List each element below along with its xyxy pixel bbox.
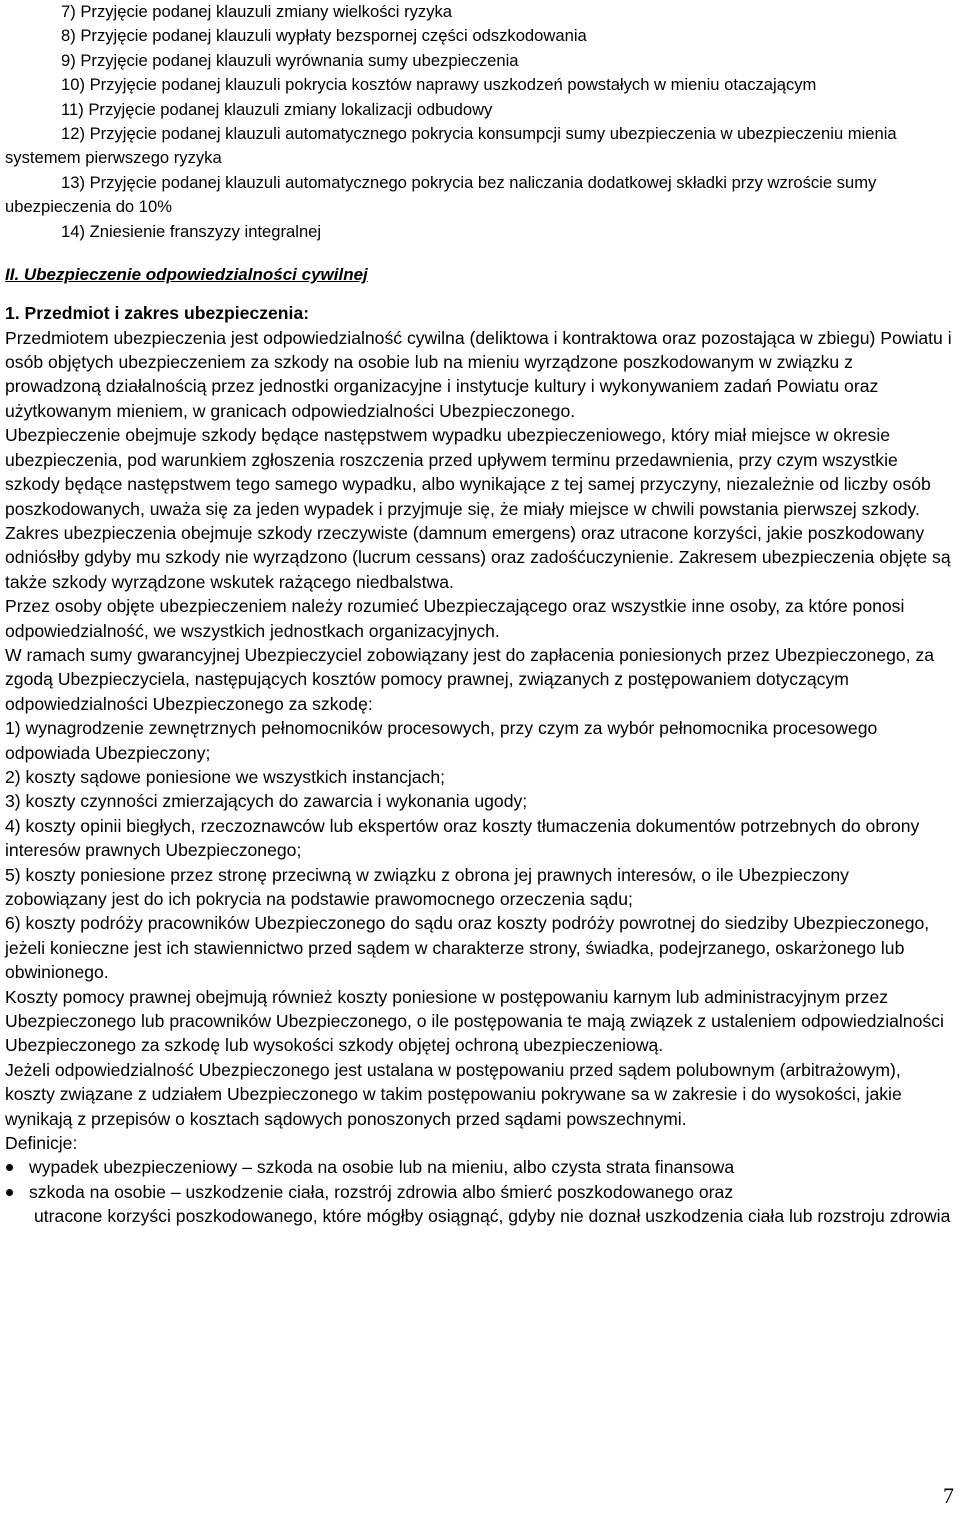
definition-continuation: utracone korzyści poszkodowanego, które mógłby osiągnąć, gdyby nie doznał uszkodzenia ciała lub rozstroju zdrowia: [34, 1206, 951, 1227]
clause-item: 11) Przyjęcie podanej klauzuli zmiany lokalizacji odbudowy: [61, 99, 493, 119]
clause-item: 10) Przyjęcie podanej klauzuli pokrycia kosztów naprawy uszkodzeń powstałych w mieniu otaczającym: [61, 75, 817, 95]
definition-item: [5, 1155, 953, 1179]
clause-item: 8) Przyjęcie podanej klauzuli wypłaty bezspornej części odszkodowania: [61, 26, 587, 46]
clause-item: 12) Przyjęcie podanej klauzuli automatycznego pokrycia konsumpcji sumy ubezpieczenia w ubezpieczeniu mienia systemem pierwszego ryzyka: [5, 124, 897, 168]
body-text: [5, 326, 953, 1156]
document-page: [5, 0, 953, 1229]
definition-item: [5, 1180, 953, 1204]
clause-list: [5, 0, 953, 244]
cost-item: 6) koszty podróży pracowników Ubezpieczonego do sądu oraz koszty podróży powrotnej do siedziby Ubezpieczonego, jeżeli konieczne jest ich stawiennictwo przed sądem w charakterze strony, świadka, podejrzanego, oskarżonego lub obwinionego.: [5, 913, 930, 983]
clause-item: 14) Zniesienie franszyzy integralnej: [61, 221, 322, 241]
paragraph: Przedmiotem ubezpieczenia jest odpowiedzialność cywilna (deliktowa i kontraktowa oraz pozostająca w zbiegu) Powiatu i osób objętych ubezpieczeniem za szkody na osobie lub na mieniu wyrządzone poszkodowanym w związku z prowadzoną działalnością przez jednostki organizacyjne i instytucje kultury i wykonywaniem zadań Powiatu oraz użytkowanym mieniem, w granicach odpowiedzialności Ubezpieczonego.: [5, 327, 952, 421]
cost-item: 2) koszty sądowe poniesione we wszystkich instancjach;: [5, 766, 446, 787]
paragraph: Zakres ubezpieczenia obejmuje szkody rzeczywiste (damnum emergens) oraz utracone korzyści, jakie poszkodowany odniósłby gdyby mu szkody nie wyrządzono (lucrum cessans) oraz zadośćuczynienie. Zakresem ubezpieczenia objęte są także szkody wyrządzone wskutek rażącego niedbalstwa.: [5, 522, 951, 592]
definitions-list: [5, 1155, 953, 1204]
cost-item: 3) koszty czynności zmierzających do zawarcia i wykonania ugody;: [5, 791, 528, 812]
definition-text: wypadek ubezpieczeniowy – szkoda na osobie lub na mieniu, albo czysta strata finansowa: [29, 1157, 735, 1178]
bullet-icon: [6, 1164, 13, 1171]
clause-item: 7) Przyjęcie podanej klauzuli zmiany wielkości ryzyka: [61, 2, 453, 21]
cost-item: 1) wynagrodzenie zewnętrznych pełnomocników procesowych, przy czym za wybór pełnomocnika procesowego odpowiada Ubezpieczony;: [5, 718, 878, 763]
paragraph: Ubezpieczenie obejmuje szkody będące następstwem wypadku ubezpieczeniowego, który miał miejsce w okresie ubezpieczenia, pod warunkiem zgłoszenia roszczenia przed upływem terminu przedawnienia, przy czym wszystkie szkody będące następstwem tego samego wypadku, albo wynikające z tej samej przyczyny, niezależnie od liczby osób poszkodowanych, uważa się za jeden wypadek i przyjmuje się, że miały miejsce w chwili powstania pierwszej szkody.: [5, 425, 931, 519]
clause-item: 13) Przyjęcie podanej klauzuli automatycznego pokrycia bez naliczania dodatkowej składki przy wzroście sumy ubezpieczenia do 10%: [5, 172, 877, 217]
paragraph: Koszty pomocy prawnej obejmują również koszty poniesione w postępowaniu karnym lub administracyjnym przez Ubezpieczonego lub pracowników Ubezpieczonego, o ile postępowania te mają związek z ustaleniem odpowiedzialności Ubezpieczonego za szkodę lub wysokości szkody objętej ochroną ubezpieczeniową.: [5, 986, 944, 1056]
cost-item: 4) koszty opinii biegłych, rzeczoznawców lub ekspertów oraz koszty tłumaczenia dokumentów potrzebnych do obrony interesów prawnych Ubezpieczonego;: [5, 815, 920, 861]
section-heading: II. Ubezpieczenie odpowiedzialności cywilnej: [5, 265, 368, 285]
page-number: 7: [943, 1483, 954, 1508]
subsection-heading: 1. Przedmiot i zakres ubezpieczenia:: [5, 303, 310, 324]
definitions-label: Definicje:: [5, 1133, 78, 1154]
paragraph: Przez osoby objęte ubezpieczeniem należy rozumieć Ubezpieczającego oraz wszystkie inne osoby, za które ponosi odpowiedzialność, we wszystkich jednostkach organizacyjnych.: [5, 596, 905, 641]
definition-text: szkoda na osobie – uszkodzenie ciała, rozstrój zdrowia albo śmierć poszkodowanego oraz: [29, 1181, 734, 1202]
cost-item: 5) koszty poniesione przez stronę przeciwną w związku z obrona jej prawnych interesów, o ile Ubezpieczony zobowiązany jest do ich pokrycia na podstawie prawomocnego orzeczenia sądu;: [5, 864, 849, 909]
paragraph: Jeżeli odpowiedzialność Ubezpieczonego jest ustalana w postępowaniu przed sądem polubownym (arbitrażowym), koszty związane z udziałem Ubezpieczonego w takim postępowaniu pokrywane sa w zakresie i do wysokości, jakie wynikają z przepisów o kosztach sądowych ponoszonych przed sądami powszechnymi.: [5, 1059, 902, 1129]
paragraph: W ramach sumy gwarancyjnej Ubezpieczyciel zobowiązany jest do zapłacenia poniesionych przez Ubezpieczonego, za zgodą Ubezpieczyciela, następujących kosztów pomocy prawnej, związanych z postępowaniem dotyczącym odpowiedzialności Ubezpieczonego za szkodę:: [5, 644, 935, 714]
bullet-icon: [6, 1189, 13, 1196]
clause-item: 9) Przyjęcie podanej klauzuli wyrównania sumy ubezpieczenia: [61, 50, 519, 70]
